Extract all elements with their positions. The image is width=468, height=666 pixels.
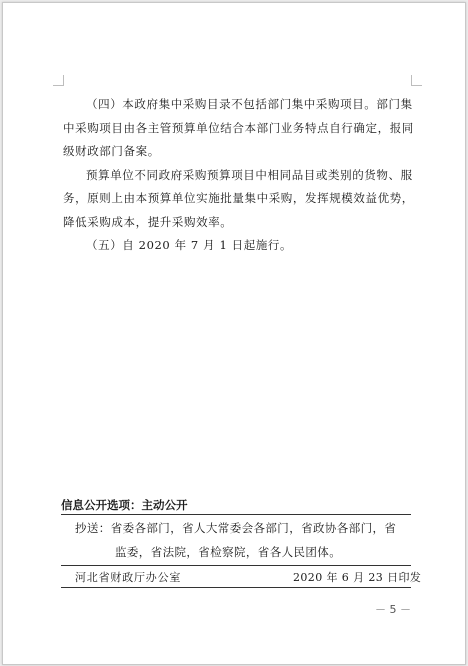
page-number: － 5 － [375,603,411,616]
disclosure-option: 信息公开选项：主动公开 [61,498,188,512]
divider [61,514,411,515]
cc-line: 抄送：省委各部门，省人大常委会各部门，省政协各部门，省 [75,521,397,535]
issuer: 河北省财政厅办公室 [75,571,182,584]
document-page [2,2,466,665]
paragraph: 预算单位不同政府采购预算项目中相同品目或类别的货物、服务，原则上由本预算单位实施批量集中采购，发挥规模效益优势，降低采购成本，提升采购效率。 [63,167,414,229]
divider [61,587,411,588]
paragraph: （四）本政府集中采购目录不包括部门集中采购项目。部门集中采购项目由各主管预算单位结合本部门业务特点自行确定，报同级财政部门备案。 [63,97,414,158]
crop-mark-top-left [53,75,64,86]
crop-mark-top-right [411,75,422,86]
body-text [63,93,415,258]
issue-date: 2020 年 6 月 23 日印发 [293,571,422,584]
cc-line: 监委，省法院，省检察院，省各人民团体。 [115,544,342,559]
cc-block [65,517,409,564]
paragraph: （五）自 2020 年 7 月 1 日起施行。 [86,238,293,252]
divider [61,565,411,566]
